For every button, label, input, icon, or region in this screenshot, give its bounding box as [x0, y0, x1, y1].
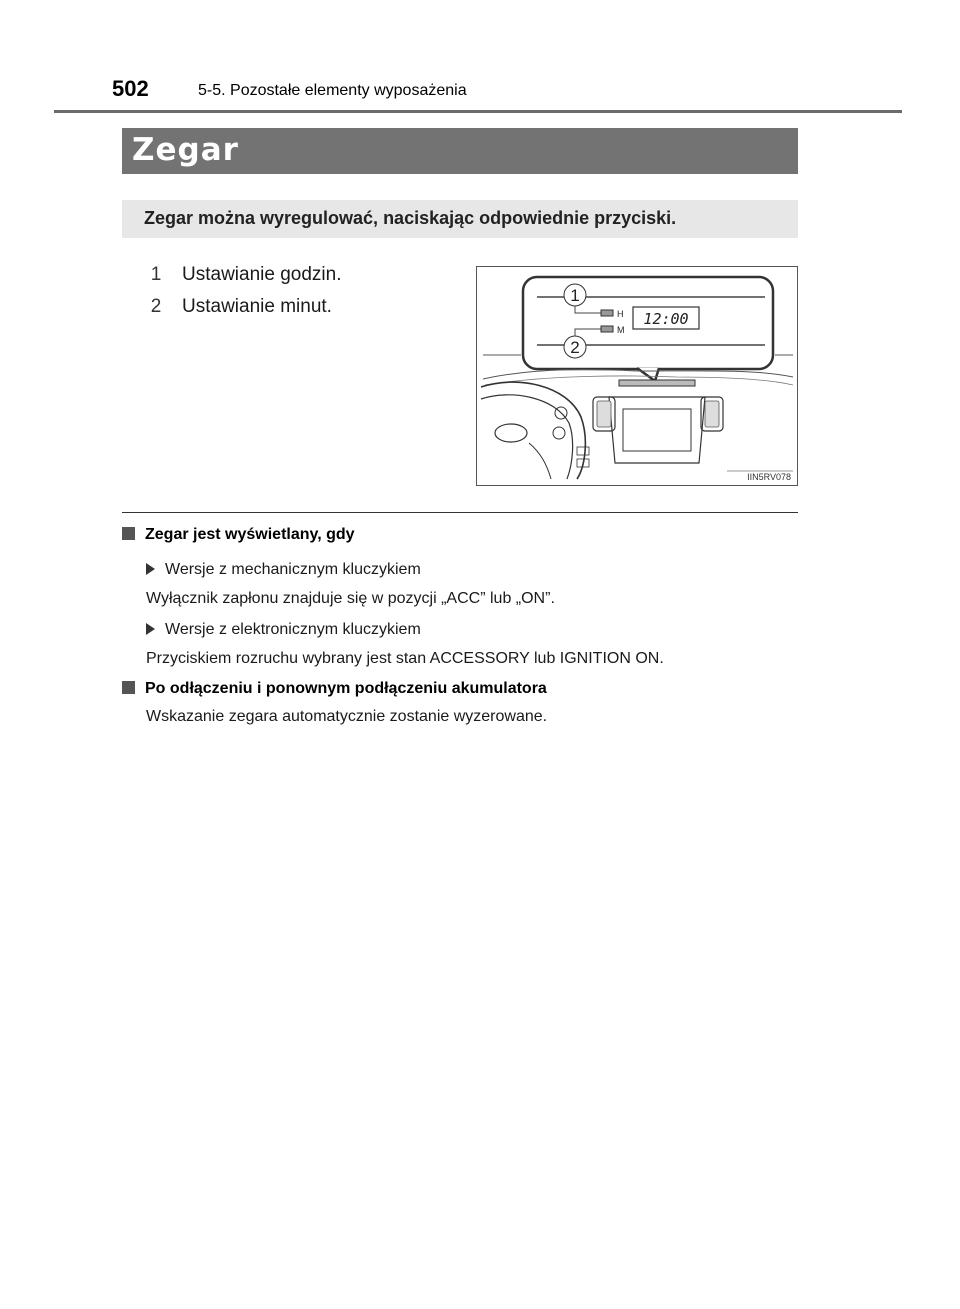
dash-top: [483, 369, 793, 379]
sub-item: [146, 561, 421, 579]
steering-spoke: [529, 443, 551, 479]
summary-box: [122, 200, 798, 238]
page-number: 502: [112, 76, 149, 101]
sub-item-label: Wersje z elektronicznym kluczykiem: [165, 621, 421, 638]
dashboard-illustration: [476, 266, 798, 486]
body-text: Przyciskiem rozruchu wybrany jest stan ACCESSORY lub IGNITION ON.: [146, 650, 664, 667]
hour-button-label: H: [617, 309, 624, 319]
divider: [122, 512, 798, 513]
sub-item-label: Wersje z mechanicznym kluczykiem: [165, 561, 421, 578]
header-rule: [54, 110, 902, 113]
body-text: Wyłącznik zapłonu znajduje się w pozycji „ACC” lub „ON”.: [146, 590, 555, 607]
callout-number-1: 1: [570, 286, 580, 305]
callout-number-2: 2: [570, 338, 580, 357]
section-label: 5-5. Pozostałe elementy wyposażenia: [198, 82, 467, 99]
note-heading: [122, 526, 355, 548]
minute-button-label: M: [617, 325, 625, 335]
dashboard-drawing: [477, 267, 797, 485]
left-vent-inner: [597, 401, 611, 427]
steering-hub: [495, 424, 527, 442]
note-heading: [122, 680, 547, 702]
control-button: [577, 447, 589, 455]
note-heading-text: Zegar jest wyświetlany, gdy: [145, 526, 355, 543]
steering-wheel-outer: [481, 382, 585, 479]
hour-button: [601, 310, 613, 316]
body-text: Wskazanie zegara automatycznie zostanie wyzerowane.: [146, 708, 548, 725]
title-bar: [122, 128, 798, 174]
right-vent-inner: [705, 401, 719, 427]
clock-display-text: 12:00: [643, 310, 689, 328]
triangle-bullet-icon: [146, 563, 155, 575]
figure-code: IIN5RV078: [747, 472, 791, 482]
steering-button: [553, 427, 565, 439]
page-title: Zegar: [132, 132, 239, 168]
note-heading-text: Po odłączeniu i ponownym podłączeniu akumulatora: [145, 680, 547, 697]
summary-text: Zegar można wyregulować, naciskając odpowiednie przyciski.: [144, 208, 677, 228]
item-label: Ustawianie godzin.: [182, 264, 342, 285]
item-label: Ustawianie minut.: [182, 296, 332, 317]
center-screen: [623, 409, 691, 451]
triangle-bullet-icon: [146, 623, 155, 635]
sub-item: [146, 621, 421, 639]
minute-button: [601, 326, 613, 332]
item-number: 1: [150, 264, 162, 285]
item-number: 2: [150, 296, 162, 317]
square-bullet-icon: [122, 681, 135, 694]
dash-clock-strip: [619, 380, 695, 386]
square-bullet-icon: [122, 527, 135, 540]
